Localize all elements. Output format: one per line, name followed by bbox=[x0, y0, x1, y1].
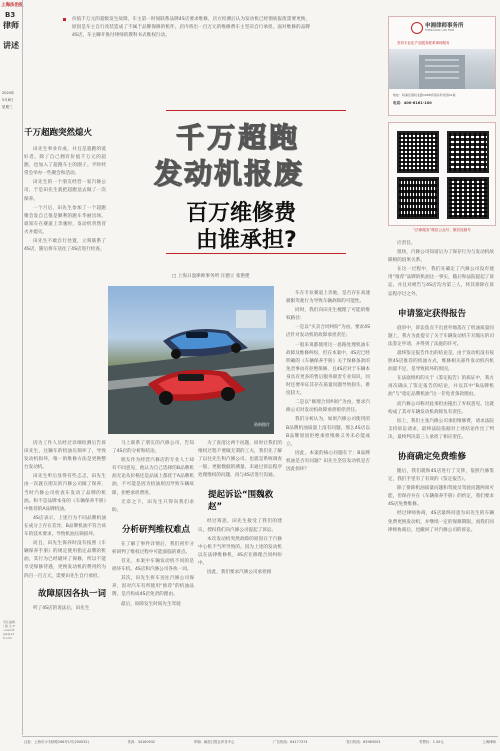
lead-box bbox=[60, 16, 310, 56]
col4-after1-5: 综上，我们主张汽修公司承担维修费，请求法院支持诉讼请求，最终法院依据对上述结论作出了判决，最终判决第三人承担了相应责任。 bbox=[388, 418, 494, 440]
col1-heading: 千万超跑突然熄火 bbox=[24, 128, 93, 138]
col3-section bbox=[286, 290, 370, 475]
col1b-para-3: 4S店表示，上述行为不同品牌机油在成分上存在差异，B品牌机油不符合该车的技术要求，导致机油压频损坏。 bbox=[24, 515, 106, 538]
footer-printer: 印刷：解放日报社印务中心 bbox=[193, 740, 235, 744]
qr-code-3 bbox=[447, 177, 489, 219]
col3-para-5: 二是以“修理合同纠纷”为由，要求汽修公司对发动机故障承担赔偿责任。 bbox=[286, 400, 370, 414]
col1-para-3: 一个月后，田先生参加了一个超跑聚会发自己很是顺利的跑车华丽出场。谁知车在赛道上奔驰时，发动机突然冒火并熄灭。 bbox=[24, 205, 106, 235]
law-firm-address: 地址：杨浦区国权北路1688弄湾谷科技园A1栋 bbox=[393, 93, 456, 97]
footer bbox=[24, 739, 496, 749]
col4-para-3: 在这一过程中，我们先确定了汽修公司没有使用“推荐”品牌的机油这一事实，随后和法院提起了诉讼，并且对被告与4S店均为第三人，将其排除在诉讼程序过之外。 bbox=[388, 267, 494, 297]
footer-fax: 传真：34160932 bbox=[127, 740, 156, 744]
law-firm-phone: 电话：400-6161-100 bbox=[393, 101, 432, 105]
col3-heading: 提起诉讼“围魏救赵” bbox=[208, 490, 274, 513]
col2-para-1: 马上联系了朋友的汽修公司，告知了4S店的分析和结论。 bbox=[112, 441, 194, 455]
col4-para-2: 很快，汽修公司知道后为了保存行为与发动机故障相的因果关系。 bbox=[388, 250, 494, 264]
masthead bbox=[0, 0, 22, 751]
col4-after2-1: 随后，我们就和4S店进行了交涉，依照汽修鉴定，我们手里有了有效的《鉴定报告》。 bbox=[388, 468, 494, 483]
col1b-para-4: 而且，田先生保养时没有按照《车辆保养手册》的规定使用指定品牌的机油，其行为已经破坏了保修，所以不能享受保修待遇，更换发动机的费用约为四百一百万元，需要田先生自行承担。 bbox=[24, 541, 106, 579]
col1-section bbox=[24, 126, 106, 255]
headline-kicker-2: 发动机报废 bbox=[154, 157, 305, 190]
col1b-para-2: 田先生听后显得有些忐忑，田先生由一次就在朋友的汽修公司做了保养，当时汽修公司检查车发动了品牌的机油。和不是品牌本身的《车辆保养手册》中推荐的A品牌机油。 bbox=[24, 474, 106, 512]
headline-kicker-1: 千万超跑 bbox=[176, 121, 301, 154]
col2-after-3: 其次，田先生将车送往汽修公司保养，因对汽车有所使用“推荐”的机油品牌，是否构成4S店免责的理由。 bbox=[112, 576, 194, 598]
footer-address: 社址：上海市小木桥路268号1号(200032) bbox=[24, 740, 89, 744]
col3-para-4: 一般来说都使用这一思路处理机油车故障及维修纠纷，但在本案中，4S店已经明确的《车辆保养手册》关于保修条款的免责事由有拒绝保修，且4S店对于车辆本身具有更多的售后服务职责专业知识，同时还要举证其存在质量问题导致损失，难度较大。 bbox=[286, 342, 370, 397]
editor-info: 责任编辑 / 嵇 文 E-mail:dfsjd@126.com bbox=[3, 620, 16, 640]
qr-code-1 bbox=[397, 131, 439, 173]
qr-code-4 bbox=[397, 177, 439, 219]
col1b-section bbox=[24, 440, 106, 614]
law-firm-logo-icon bbox=[411, 22, 423, 34]
col1b-after-1: 听了4S店的说法后，田先生 bbox=[33, 605, 90, 611]
col3-para-3: 一是以“买卖合同纠纷”为由，要求4S店针对发动机的故障承担责任； bbox=[286, 325, 370, 339]
lead-text: 价值千万元的超级发生故障，车主第一时间联系品牌4S店要求维修，店方检测后认为发动机已经彻底报废需要更换，原因是车主自行改装造成了不属于品牌保修的机件，店内将出一百万元的维修费车主坚决自行承担。面对维修的品牌4S店，车主瞬开推付律师的教科书式维权行动。 bbox=[72, 17, 310, 38]
col3-after-2: 本次发动机突然故障的原因在于汽修中心机不当所导致的。因为上述的发动机以在法律维修机，4S店在修理合同纠纷中。 bbox=[198, 536, 282, 566]
qr-caption: “法律服务”微信公众号、微信视频号 bbox=[413, 228, 471, 232]
col2-heading: 分析研判维权难点 bbox=[122, 524, 191, 535]
ad-qr bbox=[388, 122, 496, 226]
col4-after1-2: 最终鉴定报告作出的结论是，由于发动机没有按照4S店推荐的机油方式，维修相关部件发动机内机油量不足，是导致损坏的原因。 bbox=[388, 350, 494, 373]
col1-para-1: 田先生事业有成，并且是超跑的爱好者。除了自己拥有价值千万元的超跑，也加入了超跑车主的圈子。平时经常会举办一些聚会和活动。 bbox=[24, 147, 106, 177]
col1b-heading: 故障原因各执一词 bbox=[38, 588, 107, 599]
col4-heading-1: 申请鉴定获得报告 bbox=[398, 308, 467, 319]
col3-after-1: 经过筹思，田先生接受了我们的建议，授权我们向汽修公司提起了诉讼。 bbox=[198, 519, 282, 533]
col1-para-4: 田先生不敢自行处置，立刻联系了4S店，随后将车送往了4S店进行检查。 bbox=[24, 239, 106, 253]
col3-para-8: 为了查清这两个问题，同时让我们的维权过程不要做无谓的工夫，我们先了解了以往先生和汽修公司。也就是系统调查一般，更据数据的测量，未通过诉讼程序处理维权的问题，再与4S店进行沟通。 bbox=[198, 441, 282, 479]
law-firm-name: 申湘律师事务所 bbox=[425, 23, 464, 29]
col4-after2-3: 经过律师协商，4S店最终同意为田先生的车辆免费更换发动机，并继续一定的保修期限。而我们同律师协商后，也撤回了对汽修公司的诉讼。 bbox=[388, 511, 494, 533]
col2-para-3: 无奈之下，田先生只得向我们求助。 bbox=[112, 499, 194, 513]
law-firm-slogan: 坚持专业化产品服务联系律师服务 bbox=[397, 41, 450, 45]
car-photo bbox=[108, 286, 274, 434]
col4-after2-2: 除了排除机油质量问题和驾驶员驾驶问题两项可能，但保存并在《车辆保养手册》的约定，我们要求4S店免费维修。 bbox=[388, 486, 494, 508]
col2-section bbox=[112, 440, 194, 610]
section-title-line2: 讲述 bbox=[3, 41, 19, 50]
col4-section bbox=[388, 240, 494, 536]
page-code: B3 bbox=[5, 11, 16, 19]
logo: 上海法治报 bbox=[1, 3, 24, 8]
col3-para-7: 因此，本案的核心问题在于：B品牌机油是否有问题？田先生坚信发动机是否因此损坏？ bbox=[286, 450, 370, 472]
col3-para-6: 我们分析认为，如果汽修公司使用的B品牌机油质量上没有问题，那么4S店以B品牌原因拒绝承担维修义务未必能成立。 bbox=[286, 417, 370, 447]
footer-price: 零售价：1.50元 bbox=[419, 740, 444, 744]
law-firm-name-en: SHENXIANG LAW FIRM bbox=[425, 29, 455, 32]
year: 2024年 bbox=[2, 91, 15, 95]
footer-section: 上海律师 bbox=[482, 740, 496, 744]
headline-main-1: 百万维修费 bbox=[186, 201, 297, 226]
col2-para-2: 朋友作为经营汽修店的专业人士却有不同意见，他认为自己选择的B品牌机油无论从价格还是品质上都优于A品牌机油，不可能是因为机油原因导致车辆故障，拒绝承担费用。 bbox=[112, 458, 194, 496]
weekday: 星期三 bbox=[2, 105, 13, 109]
ad-law-firm bbox=[388, 16, 496, 116]
col2-after-1: 在了解了事件详情后，我们初步分析研判了维权过程中可能面临的难点。 bbox=[112, 541, 194, 555]
section-title-line1: 律师 bbox=[3, 21, 19, 30]
qr-code-2 bbox=[447, 131, 489, 173]
footer-ad-hotline: 广告热线：64177374 bbox=[273, 740, 308, 744]
col2-after-2: 首先，本案中车辆发动机不同的是损坏车机。4S店和汽修公司各执一词。 bbox=[112, 559, 194, 573]
col3-after-3: 因此，我们要求汽修公司承担相 bbox=[207, 570, 272, 576]
footer-distribution: 发行热线：63963503 bbox=[346, 740, 381, 744]
col2-after-4: 最后，故障发生时间先生驾驶 bbox=[121, 601, 181, 607]
col4-after1-3: 在法庭组织的关于《鉴定报告》的质证中，我方再次确认了鉴定报告的结论，并以其中“B品牌机油”与“指定品牌机油”这一非免责条款理由。 bbox=[388, 376, 494, 398]
photo-credit: 资料图片 bbox=[254, 422, 270, 427]
col4-after1-4: 而汽修公司称对此承担由拖出了弃权意见。这就构成了其对车辆发动机故障负有责任。 bbox=[388, 401, 494, 415]
headline-main-2: 由谁承担? bbox=[196, 228, 297, 253]
col1b-para-1: 因为工作人员经过详细检测后告诉田先生，这辆车的机油压频坏了，导致发动机损坏，唯一的维修方法是更换整台发动机。 bbox=[24, 441, 106, 471]
headline-block bbox=[116, 108, 378, 258]
law-firm-building bbox=[389, 49, 495, 89]
byline: □ 上海日盈律师事务所 汪德立 张艳建 bbox=[172, 274, 250, 279]
col4-after1-1: 庭审中，诉讼焦点不出意外地落在了机油质量问题上，我方为此提交了关于车辆发动机千瓦缩压的司法鉴定申请，并得到了法庭的许可。 bbox=[388, 325, 494, 347]
race-cars-illustration bbox=[108, 286, 274, 434]
col1-para-2: 田先生的一个朋友经营一家汽修公司，于是田先生就把超跑送去做了一次保养。 bbox=[24, 180, 106, 202]
date: 5月8日 bbox=[2, 98, 14, 102]
col4-heading-2: 协商确定免费维修 bbox=[398, 451, 467, 462]
col3-lower bbox=[198, 440, 282, 578]
col3-para-1: 车在专业赛道上奔驰，是否存在高速极限驾驶行为导致车辆故障的可能性。 bbox=[286, 291, 370, 305]
col4-para-1: 应责任。 bbox=[397, 241, 416, 246]
col3-para-2: 同时，我们向田先生梳理了可能的维权路径： bbox=[286, 308, 370, 322]
